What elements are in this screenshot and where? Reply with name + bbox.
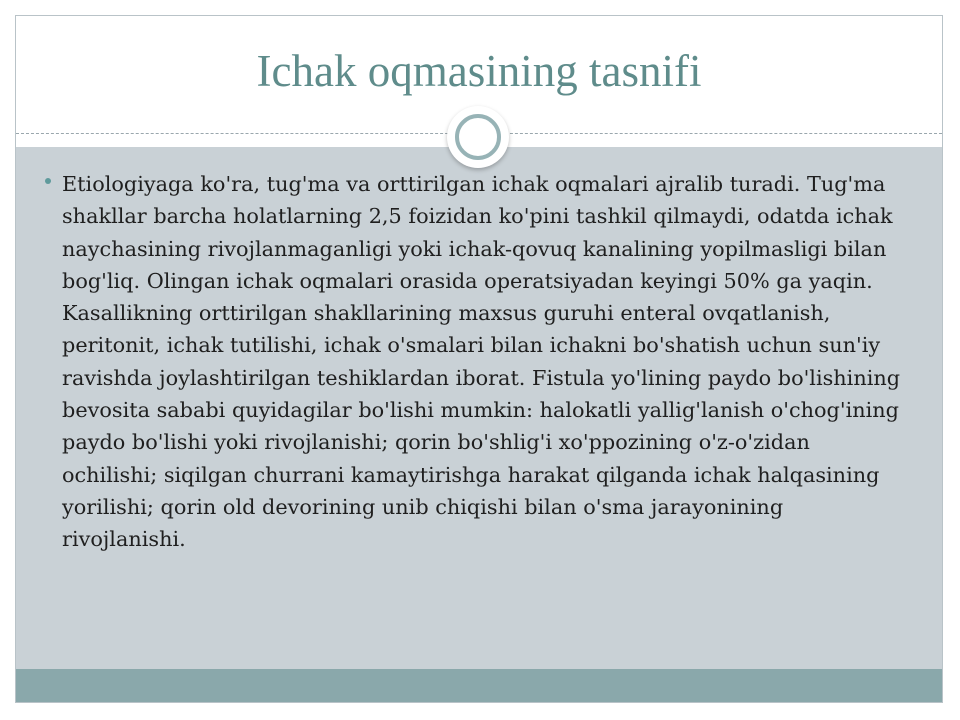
body-paragraph: Etiologiyaga ko'ra, tug'ma va orttirilgan ichak oqmalari ajralib turadi. Tug'ma shakllar barcha holatlarning 2,5 foizidan ko'pini tashkil qilmaydi, odatda ichak naychasining rivojlanmaganligi yoki ichak-qovuq kanalining yopilmasligi bilan bog'liq. Olingan ichak oqmalari orasida operatsiyadan keyingi 50% ga yaqin. Kasallikning orttirilgan shakllarining maxsus guruhi enteral ovqatlanish, peritonit, ichak tutilishi, ichak o'smalari bilan ichakni bo'shatish uchun sun'iy ravishda joylashtirilgan teshiklardan iborat. Fistula yo'lining paydo bo'lishining bevosita sababi quyidagilar bo'lishi mumkin: halokatli yallig'lanish o'chog'ining paydo bo'lishi yoki rivojlanishi; qorin bo'shlig'i xo'ppozining o'z-o'zidan ochilishi; siqilgan churrani kamaytirishga harakat qilganda ichak halqasining yorilishi; qorin old devorining unib chiqishi bilan o'sma jarayonining rivojlanishi. [62, 172, 901, 552]
footer-band [16, 669, 942, 702]
slide-title: Ichak oqmasining tasnifi [256, 46, 702, 96]
ring-ornament-icon [447, 106, 509, 168]
bullet-icon [45, 178, 51, 184]
ring-inner [455, 114, 501, 160]
